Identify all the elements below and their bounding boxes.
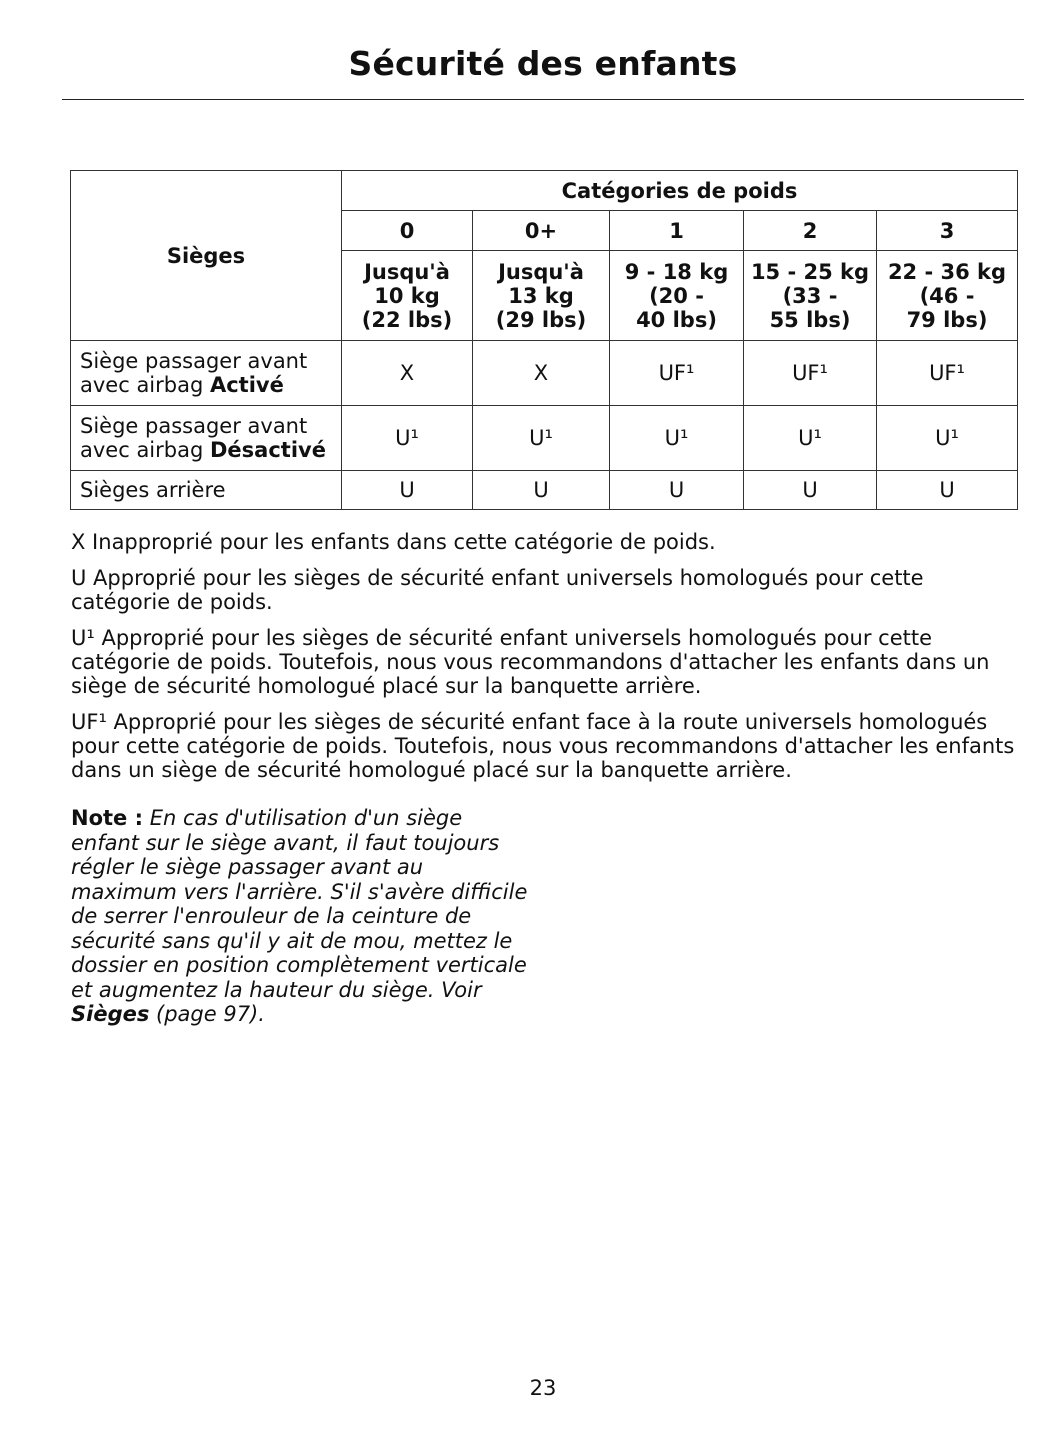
page-reference: (page 97). — [149, 1002, 265, 1026]
table-cell: U — [744, 471, 877, 510]
table-cell: X — [342, 341, 473, 406]
table-cell: U — [610, 471, 744, 510]
category-label: 0+ — [473, 211, 610, 251]
table-row — [71, 406, 1018, 471]
table-cell: X — [473, 341, 610, 406]
table-cell: U — [342, 471, 473, 510]
category-weight: 9 - 18 kg (20 - 40 lbs) — [610, 251, 744, 341]
category-label: 2 — [744, 211, 877, 251]
legend-u1: U¹ Approprié pour les sièges de sécurité enfant universels homologués pour cette catégorie de poids. Toutefois, nous vous recommandons d'attacher les enfants dans un siège de sécurité homologué placé sur la banquette arrière. — [71, 626, 990, 698]
seats-reference-link[interactable]: Sièges — [71, 1002, 150, 1026]
seat-label: Sièges arrière — [71, 471, 342, 510]
table-cell: U¹ — [744, 406, 877, 471]
category-weight: 22 - 36 kg (46 - 79 lbs) — [877, 251, 1018, 341]
category-weight: Jusqu'à 13 kg (29 lbs) — [473, 251, 610, 341]
category-label: 0 — [342, 211, 473, 251]
title-divider — [62, 99, 1024, 100]
legend-x: X Inapproprié pour les enfants dans cette catégorie de poids. — [71, 530, 716, 554]
page-number: 23 — [529, 1376, 557, 1400]
category-weight: Jusqu'à 10 kg (22 lbs) — [342, 251, 473, 341]
weight-categories-header: Catégories de poids — [342, 171, 1018, 211]
table-cell: U — [877, 471, 1018, 510]
table-cell: U — [473, 471, 610, 510]
table-cell: UF¹ — [610, 341, 744, 406]
note-paragraph — [71, 806, 531, 1027]
table-cell: U¹ — [610, 406, 744, 471]
child-seat-table — [70, 170, 1018, 510]
category-label: 1 — [610, 211, 744, 251]
table-cell: U¹ — [473, 406, 610, 471]
note-text: En cas d'utilisation d'un siège enfant sur le siège avant, il faut toujours régler le siège passager avant au maximum vers l'arrière. S'il s'avère difficile de serrer l'enrouleur de la ceinture de sécurité sans qu'il y ait de mou, mettez le dossier en position complètement verticale et augmentez la hauteur du siège. Voir — [71, 806, 528, 1002]
table-cell: U¹ — [877, 406, 1018, 471]
category-label: 3 — [877, 211, 1018, 251]
legend-u: U Approprié pour les sièges de sécurité enfant universels homologués pour cette catégorie de poids. — [71, 566, 924, 614]
table-row — [71, 471, 1018, 510]
table-cell: UF¹ — [877, 341, 1018, 406]
table-row — [71, 341, 1018, 406]
seats-header: Sièges — [71, 171, 342, 341]
table-cell: UF¹ — [744, 341, 877, 406]
table-cell: U¹ — [342, 406, 473, 471]
category-weight: 15 - 25 kg (33 - 55 lbs) — [744, 251, 877, 341]
seat-label: Siège passager avant avec airbag Désactivé — [71, 406, 342, 471]
note-label: Note : — [71, 806, 143, 830]
seat-label: Siège passager avant avec airbag Activé — [71, 341, 342, 406]
legend-uf1: UF¹ Approprié pour les sièges de sécurité enfant face à la route universels homologués pour cette catégorie de poids. Toutefois, nous vous recommandons d'attacher les enfants dans un siège de sécurité homologué placé sur la banquette arrière. — [71, 710, 1015, 782]
page-title: Sécurité des enfants — [348, 44, 738, 83]
